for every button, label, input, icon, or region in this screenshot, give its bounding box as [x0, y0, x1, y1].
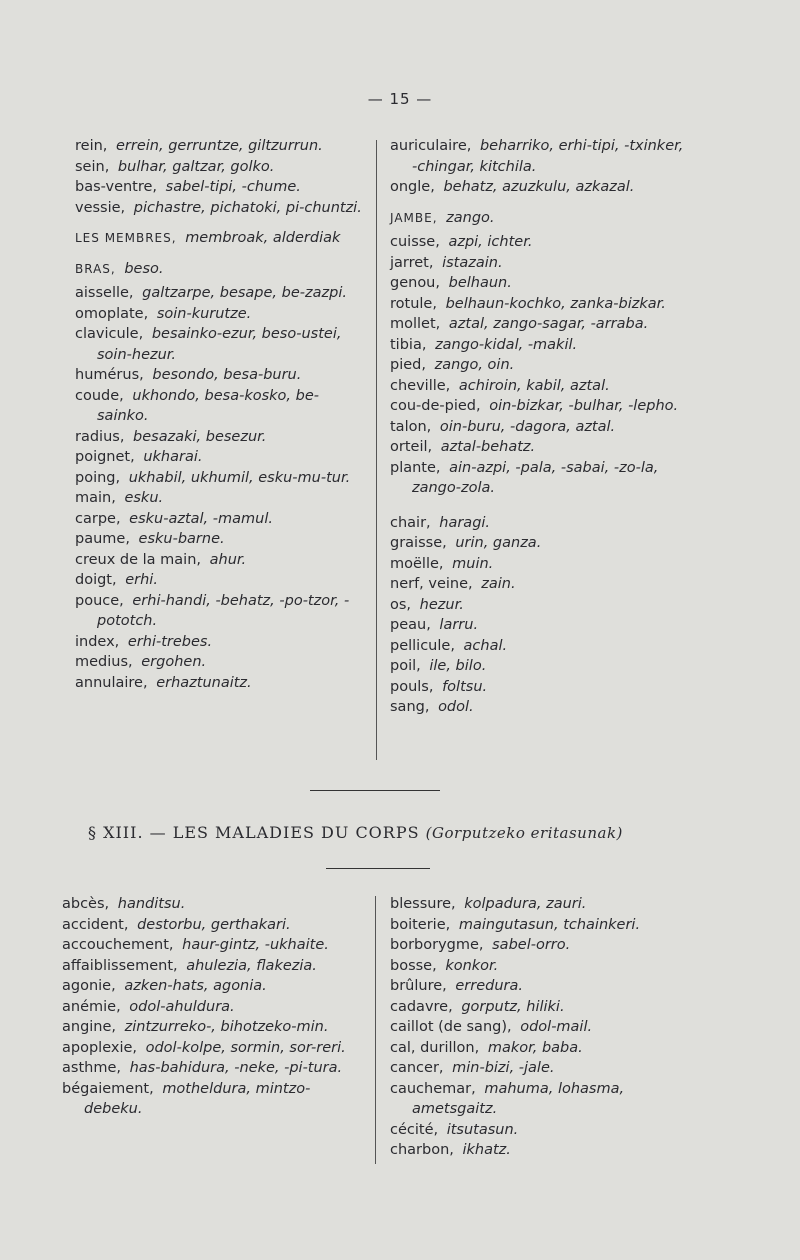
- basque-translation: ahulezia, flakezia.: [186, 957, 317, 974]
- dictionary-entry: [75, 591, 367, 632]
- dictionary-entry: [62, 956, 366, 977]
- french-term: clavicule,: [75, 326, 144, 342]
- top-column-divider: [376, 140, 377, 760]
- french-term: pied,: [390, 357, 426, 373]
- dictionary-entry: [75, 198, 367, 219]
- dictionary-entry: [390, 997, 690, 1018]
- basque-translation: belhaun.: [448, 275, 512, 291]
- basque-translation: sabel-orro.: [492, 937, 571, 953]
- dictionary-entry: [390, 915, 690, 936]
- dictionary-entry: [75, 509, 367, 530]
- french-term: coude,: [75, 387, 124, 404]
- french-term: orteil,: [390, 439, 433, 455]
- french-term: charbon,: [390, 1142, 454, 1158]
- dictionary-entry: [75, 550, 367, 571]
- dictionary-entry: [390, 935, 690, 956]
- french-term: plante,: [390, 459, 441, 476]
- basque-translation: odol-kolpe, sormin, sor-reri.: [145, 1039, 346, 1056]
- dictionary-entry: [390, 615, 690, 636]
- french-term: index,: [75, 633, 120, 650]
- french-term: moëlle,: [390, 555, 444, 572]
- basque-translation: belhaun-kochko, zanka-bizkar.: [445, 295, 666, 312]
- basque-translation: besondo, besa-buru.: [152, 367, 302, 383]
- french-term: rein,: [75, 138, 108, 154]
- french-term: cadavre,: [390, 998, 453, 1015]
- dictionary-entry: [390, 976, 690, 997]
- basque-translation: esku-aztal, -mamul.: [129, 510, 273, 527]
- french-term: carpe,: [75, 510, 121, 527]
- bottom-right-column: [390, 894, 690, 1161]
- heading-french: BRAS,: [75, 261, 116, 276]
- subsection-heading: [390, 208, 690, 229]
- dictionary-entry: [75, 365, 367, 386]
- bottom-left-column: [62, 894, 366, 1120]
- basque-translation: ikhatz.: [462, 1142, 511, 1158]
- basque-translation: zango, oin.: [434, 357, 515, 373]
- french-term: chair,: [390, 514, 431, 531]
- dictionary-entry: [62, 894, 366, 915]
- basque-translation: sabel-tipi, -chume.: [165, 179, 301, 195]
- basque-translation: ahur.: [209, 551, 247, 568]
- french-term: aisselle,: [75, 285, 134, 301]
- french-term: nerf, veine,: [390, 576, 473, 592]
- dictionary-entry: [390, 355, 690, 376]
- dictionary-entry: [390, 335, 690, 356]
- dictionary-entry: [390, 894, 690, 915]
- french-term: genou,: [390, 275, 440, 291]
- french-term: jarret,: [390, 254, 434, 271]
- section-subtitle: (Gorputzeko eritasunak): [425, 824, 623, 842]
- basque-translation: itsutasun.: [446, 1121, 519, 1138]
- basque-translation: oin-buru, -dagora, aztal.: [439, 418, 616, 435]
- french-term: apoplexie,: [62, 1039, 137, 1056]
- basque-translation: azpi, ichter.: [448, 234, 533, 250]
- basque-translation: erhi-handi, -behatz, -po-tzor, -pototch.: [97, 592, 350, 629]
- dictionary-entry: [75, 283, 367, 304]
- dictionary-entry: [75, 652, 367, 673]
- basque-translation: ukharai.: [143, 449, 203, 465]
- french-term: anémie,: [62, 998, 121, 1015]
- top-right-column: [390, 136, 690, 718]
- dictionary-entry: [390, 656, 690, 677]
- basque-translation: mahuma, lohasma, ametsgaitz.: [412, 1080, 625, 1117]
- french-term: boiterie,: [390, 916, 451, 933]
- french-term: poignet,: [75, 449, 135, 465]
- basque-translation: has-bahidura, -neke, -pi-tura.: [129, 1060, 343, 1076]
- basque-translation: odol-mail.: [520, 1019, 593, 1035]
- basque-translation: odol-ahuldura.: [129, 998, 235, 1015]
- french-term: talon,: [390, 418, 432, 435]
- dictionary-entry: [390, 273, 690, 294]
- french-term: asthme,: [62, 1060, 121, 1076]
- dictionary-entry: [390, 136, 690, 177]
- dictionary-entry: [390, 1079, 690, 1120]
- basque-translation: konkor.: [445, 957, 499, 974]
- bottom-column-divider: [375, 896, 376, 1164]
- french-term: cou-de-pied,: [390, 398, 481, 414]
- dictionary-entry: [390, 417, 690, 438]
- dictionary-entry: [75, 673, 367, 694]
- basque-translation: haur-gintz, -ukhaite.: [182, 937, 329, 953]
- french-term: bosse,: [390, 957, 437, 974]
- dictionary-entry: [390, 533, 690, 554]
- dictionary-entry: [75, 157, 367, 178]
- basque-translation: erhaztunaitz.: [156, 674, 252, 691]
- basque-translation: zintzurreko-, bihotzeko-min.: [124, 1019, 329, 1035]
- french-term: cal, durillon,: [390, 1039, 480, 1056]
- dictionary-entry: [390, 458, 690, 499]
- dictionary-entry: [390, 677, 690, 698]
- basque-translation: galtzarpe, besape, be-zazpi.: [142, 285, 347, 301]
- basque-translation: destorbu, gerthakari.: [137, 916, 291, 933]
- dictionary-entry: [62, 1058, 366, 1079]
- french-term: abcès,: [62, 896, 110, 912]
- french-term: rotule,: [390, 295, 437, 312]
- basque-translation: ukhabil, ukhumil, esku-mu-tur.: [128, 469, 351, 486]
- basque-translation: zango-kidal, -makil.: [435, 336, 578, 353]
- french-term: peau,: [390, 617, 431, 633]
- basque-translation: aztal, zango-sagar, -arraba.: [448, 316, 649, 332]
- basque-translation: foltsu.: [442, 678, 488, 695]
- basque-translation: soin-kurutze.: [156, 305, 252, 322]
- french-term: affaiblissement,: [62, 957, 178, 974]
- dictionary-entry: [390, 1120, 690, 1141]
- french-term: mollet,: [390, 316, 441, 332]
- dictionary-entry: [390, 376, 690, 397]
- french-term: radius,: [75, 428, 125, 445]
- basque-translation: haragi.: [439, 514, 491, 531]
- basque-translation: larru.: [439, 617, 479, 633]
- basque-translation: errein, gerruntze, giltzurrun.: [116, 138, 323, 154]
- french-term: pouce,: [75, 592, 124, 609]
- dictionary-entry: [75, 177, 367, 198]
- entry-gap: [390, 499, 690, 513]
- basque-translation: ergohen.: [141, 654, 207, 670]
- french-term: accouchement,: [62, 937, 174, 953]
- french-term: sein,: [75, 158, 110, 175]
- heading-french: JAMBE,: [390, 210, 438, 225]
- french-term: creux de la main,: [75, 551, 202, 568]
- french-term: caillot (de sang),: [390, 1019, 512, 1035]
- dictionary-entry: [390, 956, 690, 977]
- dictionary-entry: [390, 1038, 690, 1059]
- basque-translation: achal.: [463, 637, 508, 654]
- french-term: agonie,: [62, 978, 116, 994]
- dictionary-entry: [75, 324, 367, 365]
- french-term: paume,: [75, 531, 130, 547]
- french-term: graisse,: [390, 535, 447, 551]
- french-term: accident,: [62, 916, 129, 933]
- basque-translation: erhi.: [125, 572, 158, 588]
- section-rule-bottom: [326, 868, 430, 869]
- dictionary-entry: [62, 1017, 366, 1038]
- dictionary-entry: [75, 529, 367, 550]
- french-term: auriculaire,: [390, 138, 472, 154]
- dictionary-entry: [390, 1140, 690, 1161]
- dictionary-entry: [390, 232, 690, 253]
- dictionary-entry: [62, 976, 366, 997]
- dictionary-entry: [75, 304, 367, 325]
- basque-translation: zango.: [446, 209, 495, 226]
- heading-french: LES MEMBRES,: [75, 231, 177, 245]
- dictionary-entry: [75, 488, 367, 509]
- french-term: annulaire,: [75, 674, 148, 691]
- basque-translation: erhi-trebes.: [127, 633, 213, 650]
- french-term: bégaiement,: [62, 1080, 154, 1097]
- dictionary-entry: [390, 396, 690, 417]
- section-title: § XIII. — LES MALADIES DU CORPS: [88, 823, 420, 842]
- basque-translation: membroak, alderdiak: [185, 230, 341, 246]
- basque-translation: muin.: [452, 555, 494, 572]
- dictionary-entry: [75, 386, 367, 427]
- french-term: cuisse,: [390, 234, 440, 250]
- basque-translation: istazain.: [442, 254, 503, 271]
- basque-translation: behatz, azuzkulu, azkazal.: [443, 179, 635, 195]
- basque-translation: pichastre, pichatoki, pi-chuntzi.: [133, 199, 362, 216]
- dictionary-entry: [75, 632, 367, 653]
- basque-translation: handitsu.: [117, 896, 186, 912]
- basque-translation: achiroin, kabil, aztal.: [458, 377, 610, 394]
- page-number: — 15 —: [367, 90, 433, 108]
- dictionary-entry: [390, 513, 690, 534]
- french-term: main,: [75, 490, 116, 506]
- french-term: pellicule,: [390, 637, 455, 654]
- subsection-heading: [75, 259, 367, 280]
- basque-translation: ukhondo, besa-kosko, be-sainko.: [97, 387, 319, 424]
- basque-translation: aztal-behatz.: [440, 439, 536, 455]
- dictionary-entry: [62, 915, 366, 936]
- dictionary-entry: [390, 574, 690, 595]
- dictionary-entry: [75, 570, 367, 591]
- dictionary-entry: [75, 447, 367, 468]
- basque-translation: ile, bilo.: [429, 658, 487, 674]
- french-term: poil,: [390, 658, 421, 674]
- french-term: medius,: [75, 654, 133, 670]
- french-term: blessure,: [390, 896, 456, 912]
- french-term: brûlure,: [390, 978, 447, 994]
- dictionary-entry: [390, 636, 690, 657]
- french-term: borborygme,: [390, 937, 484, 953]
- basque-translation: esku-barne.: [138, 531, 225, 547]
- basque-translation: beso.: [124, 260, 164, 277]
- dictionary-entry: [390, 294, 690, 315]
- french-term: cauchemar,: [390, 1080, 476, 1097]
- subsection-heading: [75, 228, 367, 249]
- french-term: cancer,: [390, 1060, 444, 1076]
- dictionary-entry: [62, 997, 366, 1018]
- french-term: tibia,: [390, 336, 427, 353]
- french-term: doigt,: [75, 572, 117, 588]
- dictionary-entry: [62, 1038, 366, 1059]
- french-term: cécité,: [390, 1121, 439, 1138]
- dictionary-entry: [62, 1079, 366, 1120]
- basque-translation: zain.: [481, 576, 516, 592]
- dictionary-entry: [390, 554, 690, 575]
- basque-translation: beharriko, erhi-tipi, -txinker, -chingar, kitchila.: [412, 138, 684, 175]
- french-term: vessie,: [75, 199, 126, 216]
- french-term: os,: [390, 596, 412, 613]
- basque-translation: oin-bizkar, -bulhar, -lepho.: [489, 398, 679, 414]
- dictionary-entry: [390, 595, 690, 616]
- french-term: ongle,: [390, 179, 435, 195]
- dictionary-entry: [75, 136, 367, 157]
- basque-translation: besainko-ezur, beso-ustei, soin-hezur.: [97, 326, 342, 363]
- basque-translation: azken-hats, agonia.: [124, 978, 267, 994]
- french-term: humérus,: [75, 367, 144, 383]
- basque-translation: bulhar, galtzar, golko.: [117, 158, 275, 175]
- french-term: bas-ventre,: [75, 179, 158, 195]
- dictionary-entry: [390, 177, 690, 198]
- dictionary-entry: [390, 314, 690, 335]
- dictionary-entry: [390, 253, 690, 274]
- basque-translation: odol.: [438, 699, 474, 715]
- basque-translation: makor, baba.: [487, 1039, 583, 1056]
- dictionary-entry: [62, 935, 366, 956]
- french-term: cheville,: [390, 377, 451, 394]
- dictionary-entry: [75, 427, 367, 448]
- dictionary-entry: [390, 697, 690, 718]
- basque-translation: ain-azpi, -pala, -sabai, -zo-la, zango-zola.: [412, 459, 659, 496]
- french-term: omoplate,: [75, 305, 149, 322]
- basque-translation: hezur.: [419, 596, 464, 613]
- top-left-column: [75, 136, 367, 693]
- basque-translation: motheldura, mintzo-debeku.: [84, 1080, 311, 1117]
- dictionary-entry: [390, 1017, 690, 1038]
- basque-translation: besazaki, besezur.: [133, 428, 267, 445]
- dictionary-entry: [390, 437, 690, 458]
- basque-translation: min-bizi, -jale.: [452, 1060, 555, 1076]
- basque-translation: erredura.: [455, 978, 523, 994]
- french-term: poing,: [75, 469, 121, 486]
- section-rule-top: [310, 790, 440, 791]
- basque-translation: esku.: [124, 490, 164, 506]
- french-term: pouls,: [390, 678, 434, 695]
- french-term: sang,: [390, 699, 430, 715]
- dictionary-entry: [390, 1058, 690, 1079]
- basque-translation: maingutasun, tchainkeri.: [458, 916, 641, 933]
- basque-translation: gorputz, hiliki.: [461, 998, 565, 1015]
- section-heading: [88, 823, 778, 842]
- dictionary-entry: [75, 468, 367, 489]
- basque-translation: urin, ganza.: [455, 535, 542, 551]
- basque-translation: kolpadura, zauri.: [464, 896, 587, 912]
- french-term: angine,: [62, 1019, 117, 1035]
